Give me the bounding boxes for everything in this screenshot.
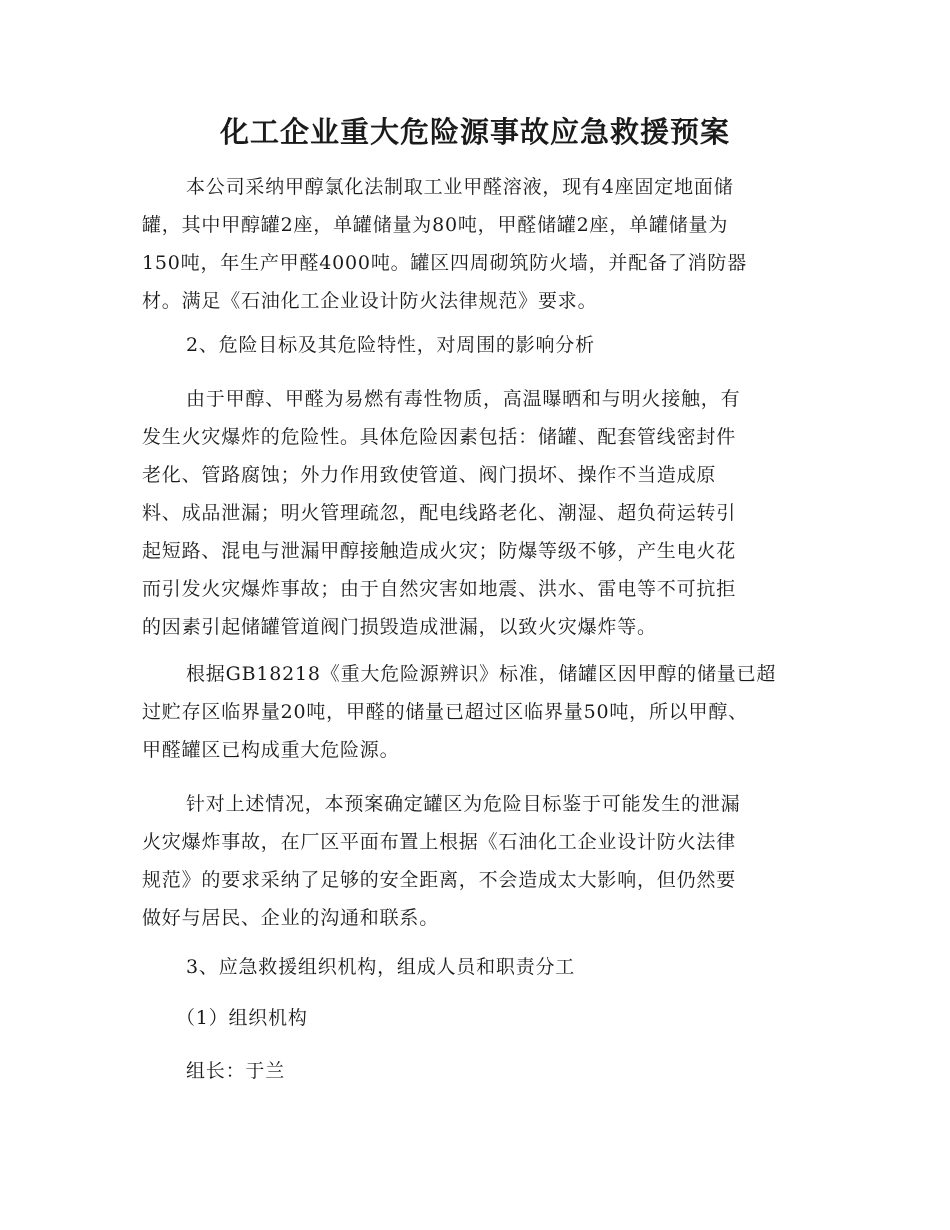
text-line: 针对上述情况，本预案确定罐区为危险目标鉴于可能发生的泄漏 xyxy=(186,793,741,815)
subsection-heading-organization: （1）组织机构 xyxy=(176,1007,308,1029)
text-line: 甲醛罐区已构成重大危险源。 xyxy=(142,739,400,761)
paragraph-countermeasures xyxy=(142,785,810,937)
text-line: 材。满足《石油化工企业设计防火法律规范》要求。 xyxy=(142,290,598,312)
text-line: 150吨，年生产甲醛4000吨。罐区四周砌筑防火墙，并配备了消防器 xyxy=(142,252,748,274)
text-line: 的因素引起储罐管道阀门损毁造成泄漏，以致火灾爆炸等。 xyxy=(142,616,657,638)
text-line: 而引发火灾爆炸事故；由于自然灾害如地震、洪水、雷电等不可抗拒 xyxy=(142,578,737,600)
text-line: 罐，其中甲醇罐2座，单罐储量为80吨，甲醛储罐2座，单罐储量为 xyxy=(142,214,729,236)
text-line: 做好与居民、企业的沟通和联系。 xyxy=(142,907,440,929)
paragraph-hazard-factors xyxy=(142,380,810,646)
text-line: 起短路、混电与泄漏甲醇接触造成火灾；防爆等级不够，产生电火花 xyxy=(142,540,737,562)
text-line: 过贮存区临界量20吨，甲醛的储量已超过区临界量50吨，所以甲醇、 xyxy=(142,701,748,723)
section-heading-emergency-organization: 3、应急救援组织机构，组成人员和职责分工 xyxy=(186,956,576,978)
text-line: 发生火灾爆炸的危险性。具体危险因素包括：储罐、配套管线密封件 xyxy=(142,426,737,448)
text-line: 规范》的要求采纳了足够的安全距离，不会造成太大影响，但仍然要 xyxy=(142,869,737,891)
text-line: 老化、管路腐蚀；外力作用致使管道、阀门损坏、操作不当造成原 xyxy=(142,464,717,486)
text-line: 根据GB18218《重大危险源辨识》标准，储罐区因甲醇的储量已超 xyxy=(186,663,777,685)
document-title: 化工企业重大危险源事故应急救援预案 xyxy=(219,115,730,149)
section-heading-hazard-targets: 2、危险目标及其危险特性，对周围的影响分析 xyxy=(186,334,595,356)
text-line: 由于甲醇、甲醛为易燃有毒性物质，高温曝晒和与明火接触，有 xyxy=(186,388,741,410)
leader-line: 组长：于兰 xyxy=(186,1060,286,1082)
paragraph-company-overview xyxy=(142,168,810,320)
text-line: 料、成品泄漏；明火管理疏忽，配电线路老化、潮湿、超负荷运转引 xyxy=(142,502,737,524)
text-line: 火灾爆炸事故，在厂区平面布置上根据《石油化工企业设计防火法律 xyxy=(142,831,737,853)
paragraph-major-hazard-identification xyxy=(142,655,810,769)
text-line: 本公司采纳甲醇氯化法制取工业甲醛溶液，现有4座固定地面储 xyxy=(186,176,734,198)
